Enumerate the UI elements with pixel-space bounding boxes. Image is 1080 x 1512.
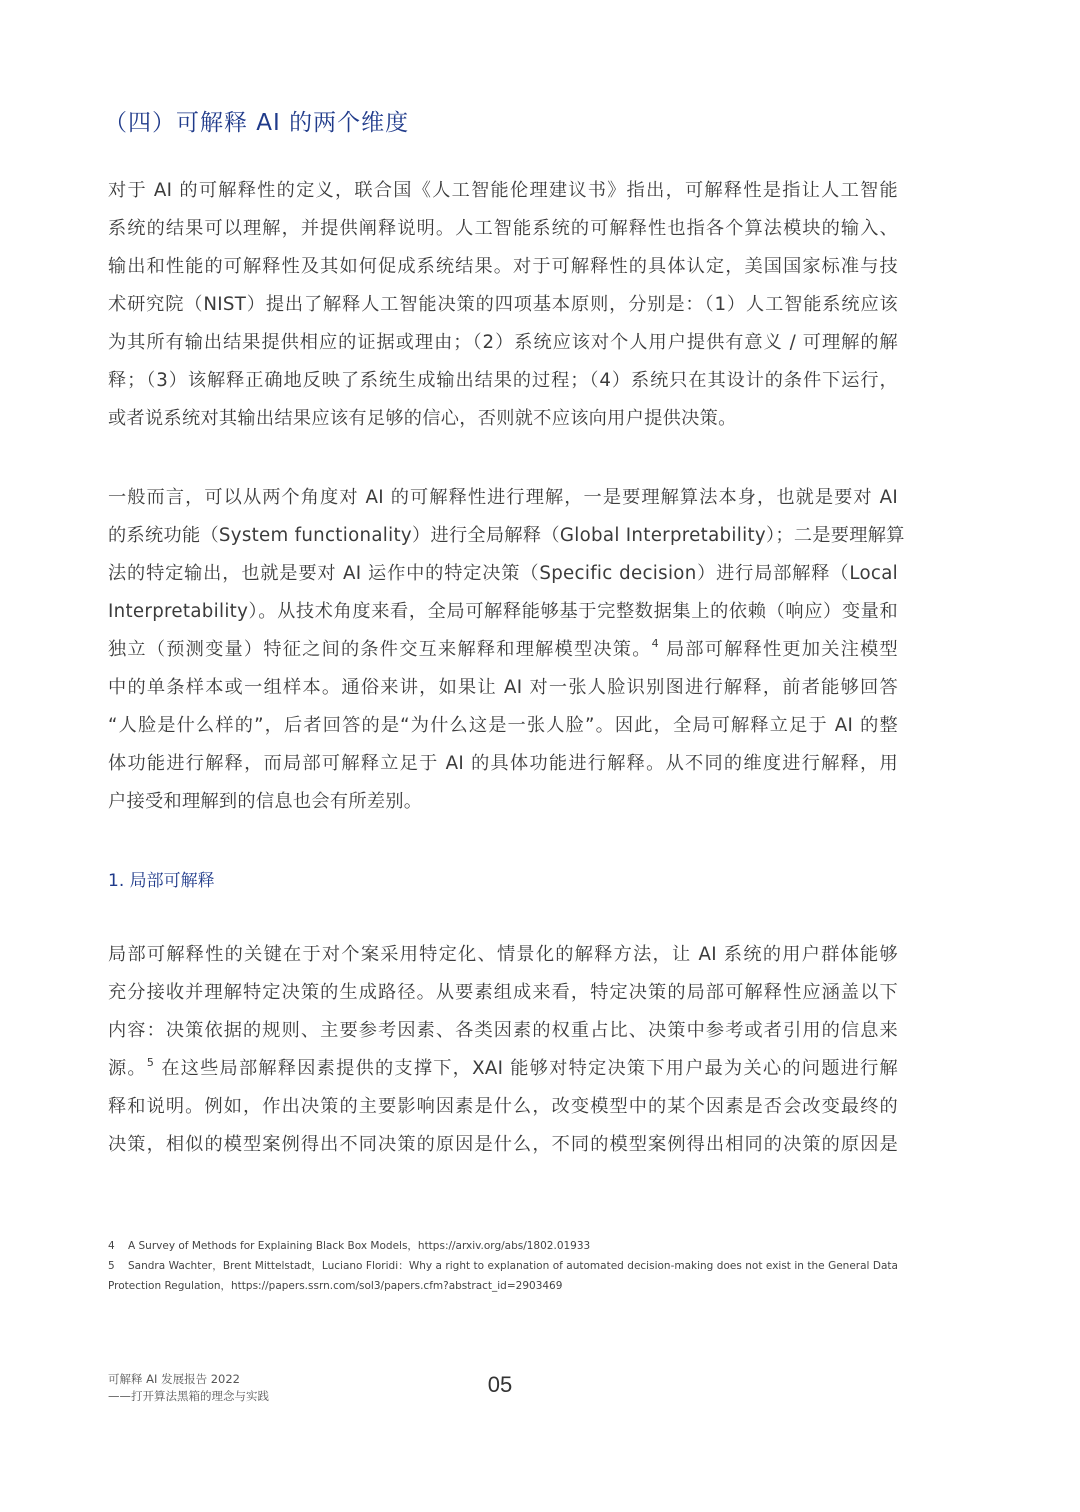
text-segment: 在这些局部解释因素提供的支撑下，XAI 能够对特定决策下用户最为关心的问题进行解 [154, 1058, 898, 1079]
text-line: 中的单条样本或一组样本。通俗来讲，如果让 AI 对一张人脸识别图进行解释，前者能够回答 [108, 677, 898, 698]
footer-report-title [108, 1371, 269, 1405]
footnote-number: 5 [108, 1260, 115, 1272]
text-line: 局部可解释性的关键在于对个案采用特定化、情景化的解释方法，让 AI 系统的用户群体能够 [108, 944, 898, 965]
text-line: 充分接收并理解特定决策的生成路径。从要素组成来看，特定决策的局部可解释性应涵盖以下 [108, 982, 898, 1003]
section-heading: （四）可解释 AI 的两个维度 [104, 110, 410, 136]
footnote-number: 4 [108, 1240, 115, 1252]
text-line: 决策，相似的模型案例得出不同决策的原因是什么，不同的模型案例得出相同的决策的原因是 [108, 1134, 898, 1155]
paragraph-two-dimensions [108, 479, 905, 821]
footnote-text[interactable]: Protection Regulation，https://papers.ssrn.com/sol3/papers.cfm?abstract_id=2903469 [108, 1280, 563, 1292]
text-line-with-footnote [108, 631, 898, 669]
text-line: 内容：决策依据的规则、主要参考因素、各类因素的权重占比、决策中参考或者引用的信息来 [108, 1020, 898, 1041]
text-line: 对于 AI 的可解释性的定义，联合国《人工智能伦理建议书》指出，可解释性是指让人工智能 [108, 180, 898, 201]
paragraph-definition [108, 172, 898, 438]
text-line: 释和说明。例如，作出决策的主要影响因素是什么，改变模型中的某个因素是否会改变最终的 [108, 1096, 898, 1117]
text-line: 系统的结果可以理解，并提供阐释说明。人工智能系统的可解释性也指各个算法模块的输入、 [108, 218, 898, 239]
footnotes [108, 1236, 898, 1296]
footnote-ref-5[interactable]: 5 [146, 1056, 155, 1069]
text-line: Interpretability）。从技术角度来看，全局可解释能够基于完整数据集上的依赖（响应）变量和 [108, 601, 898, 622]
footnote-5 [108, 1256, 898, 1276]
text-line: 体功能进行解释，而局部可解释立足于 AI 的具体功能进行解释。从不同的维度进行解释，用 [108, 753, 898, 774]
text-line-with-footnote [108, 1050, 898, 1088]
text-line: 法的特定输出，也就是要对 AI 运作中的特定决策（Specific decision）进行局部解释（Local [108, 563, 898, 584]
text-segment: 局部可解释性更加关注模型 [658, 639, 898, 660]
text-line: 户接受和理解到的信息也会有所差别。 [108, 791, 423, 812]
footnote-ref-4[interactable]: 4 [651, 637, 659, 650]
report-subtitle: ——打开算法黑箱的理念与实践 [108, 1389, 269, 1403]
text-line: 的系统功能（System functionality）进行全局解释（Global Interpretability）；二是要理解算 [108, 525, 905, 546]
text-line: 输出和性能的可解释性及其如何促成系统结果。对于可解释性的具体认定，美国国家标准与技 [108, 256, 898, 277]
text-segment: 独立（预测变量）特征之间的条件交互来解释和理解模型决策。 [108, 639, 652, 660]
page-number: 05 [487, 1372, 513, 1397]
text-line: “人脸是什么样的”，后者回答的是“为什么这是一张人脸”。因此，全局可解释立足于 AI 的整 [108, 715, 898, 736]
subsection-heading: 1. 局部可解释 [108, 871, 215, 891]
text-line: 术研究院（NIST）提出了解释人工智能决策的四项基本原则，分别是：（1）人工智能系统应该 [108, 294, 898, 315]
paragraph-local-interpretability [108, 936, 898, 1164]
text-line: 或者说系统对其输出结果应该有足够的信心，否则就不应该向用户提供决策。 [108, 408, 737, 429]
text-segment: 源。 [108, 1058, 147, 1079]
report-title: 可解释 AI 发展报告 2022 [108, 1372, 240, 1386]
text-line: 释；（3）该解释正确地反映了系统生成输出结果的过程；（4）系统只在其设计的条件下运行， [108, 370, 898, 391]
footnote-4 [108, 1236, 898, 1256]
text-line: 为其所有输出结果提供相应的证据或理由；（2）系统应该对个人用户提供有意义 / 可理解的解 [108, 332, 898, 353]
footnote-text[interactable]: Sandra Wachter，Brent Mittelstadt，Luciano Floridi：Why a right to explanation of automated decision-making does not exist in the General Data [128, 1260, 898, 1272]
text-line: 一般而言，可以从两个角度对 AI 的可解释性进行理解，一是要理解算法本身，也就是要对 AI [108, 487, 898, 508]
footnote-text[interactable]: A Survey of Methods for Explaining Black Box Models，https://arxiv.org/abs/1802.01933 [128, 1240, 591, 1252]
footnote-5-continued [108, 1276, 898, 1296]
footnote-divider [108, 1224, 340, 1230]
